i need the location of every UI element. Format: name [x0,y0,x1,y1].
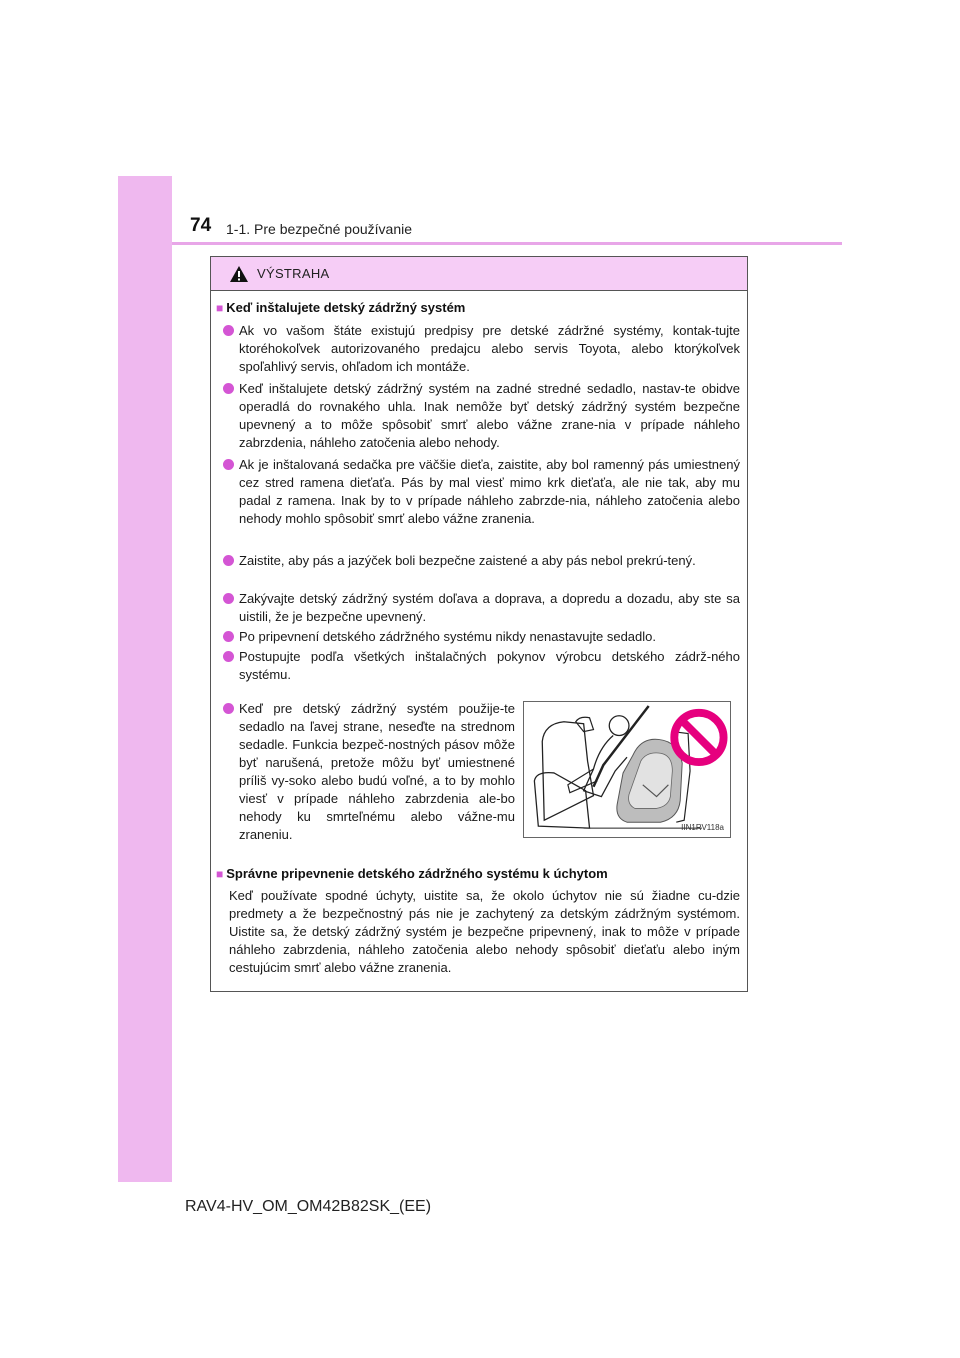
bullet-icon [223,325,234,336]
warning-title: VÝSTRAHA [257,266,330,281]
page-number: 74 [190,215,212,236]
doc-code: RAV4-HV_OM_OM42B82SK_(EE) [185,1198,432,1215]
list-item: Ak je inštalovaná sedačka pre väčšie dieťa, zaistite, aby bol ramenný pás umiestnený cez stred ramena dieťaťa. Pás by mal viesť mimo krk dieťaťa, ale nie tak, aby mu padal z ramena. Inak by to v prípade náhleho zabrzde-nia, náhleho zatočenia alebo nehody mohlo spôsobiť smrť alebo vážne zranenia. [239,456,740,528]
bullet-icon [223,383,234,394]
bullet-icon [223,651,234,662]
figure-code: IIN1RV118a [681,823,724,832]
list-item: Keď inštalujete detský zádržný systém na zadné stredné sedadlo, nastav-te obidve operadlá do rovnakého uhla. Inak nemôže byť detský zádržný systém bezpečne upevnený a to môže spôsobiť smrť alebo vážne zrane-nia v prípade náhleho zabrzdenia, náhleho zatočenia alebo nehody. [239,380,740,452]
bullet-icon [223,555,234,566]
section-marker-icon: ■ [216,867,224,881]
list-item: Postupujte podľa všetkých inštalačných pokynov výrobcu detského zádrž-ného systému. [239,648,740,684]
prohibition-icon [674,713,723,762]
section-title-anchors: ■ Správne pripevnenie detského zádržného systému k úchytom [216,866,608,881]
anchors-paragraph: Keď používate spodné úchyty, uistite sa, že okolo úchytov nie sú žiadne cu-dzie predmety a že bezpečnostný pás nie je zachytený za detským zádržným systémom. Uistite sa, že detský zádržný systém je bezpečne pripevnený, inak to môže v prípade náhleho zabrzdenia, náhleho zatočenia alebo nehody spôsobiť dieťaťu alebo iným cestujúcim smrť alebo vážne zranenia. [229,888,740,975]
side-strip [118,176,172,1182]
warning-box [210,256,748,992]
chapter-title: 1-1. Pre bezpečné používanie [226,221,413,237]
list-item: Po pripevnení detského zádržného systému nikdy nenastavujte sedadlo. [239,628,740,646]
section-marker-icon: ■ [216,301,224,315]
bullet-icon [223,703,234,714]
bullet-icon [223,593,234,604]
header-rule [172,242,842,245]
list-item: Zakývajte detský zádržný systém doľava a doprava, a dopredu a dozadu, aby ste sa uistili, že je bezpečne upevnený. [239,590,740,626]
child-seat-figure [523,701,731,838]
bullet-icon [223,631,234,642]
child-seat-illustration [524,702,730,837]
section-title-installing: ■ Keď inštalujete detský zádržný systém [216,300,466,315]
list-item: Ak vo vašom štáte existujú predpisy pre detské zádržné systémy, kontak-tujte ktoréhokoľvek autorizovaného predajcu alebo servis Toyota, alebo ktorýkoľvek spoľahlivý servis, ohľadom ich montáže. [239,322,740,376]
bullet-icon [223,459,234,470]
list-item: Keď pre detský zádržný systém použije-te sedadlo na ľavej strane, neseďte na strednom sedadle. Funkcia bezpeč-nostných pásov môže byť narušená, pretože môžu byť umiestnené príliš vy-soko alebo budú voľné, a to by mohlo viesť v prípade náhleho zabrzdenia ale-bo nehody ku smrteľnému alebo vážne-mu zraneniu. [239,700,515,844]
list-item: Zaistite, aby pás a jazýček boli bezpečne zaistené a aby pás nebol prekrú-tený. [239,552,740,570]
warning-triangle-icon [229,265,249,283]
warning-header [211,257,747,291]
